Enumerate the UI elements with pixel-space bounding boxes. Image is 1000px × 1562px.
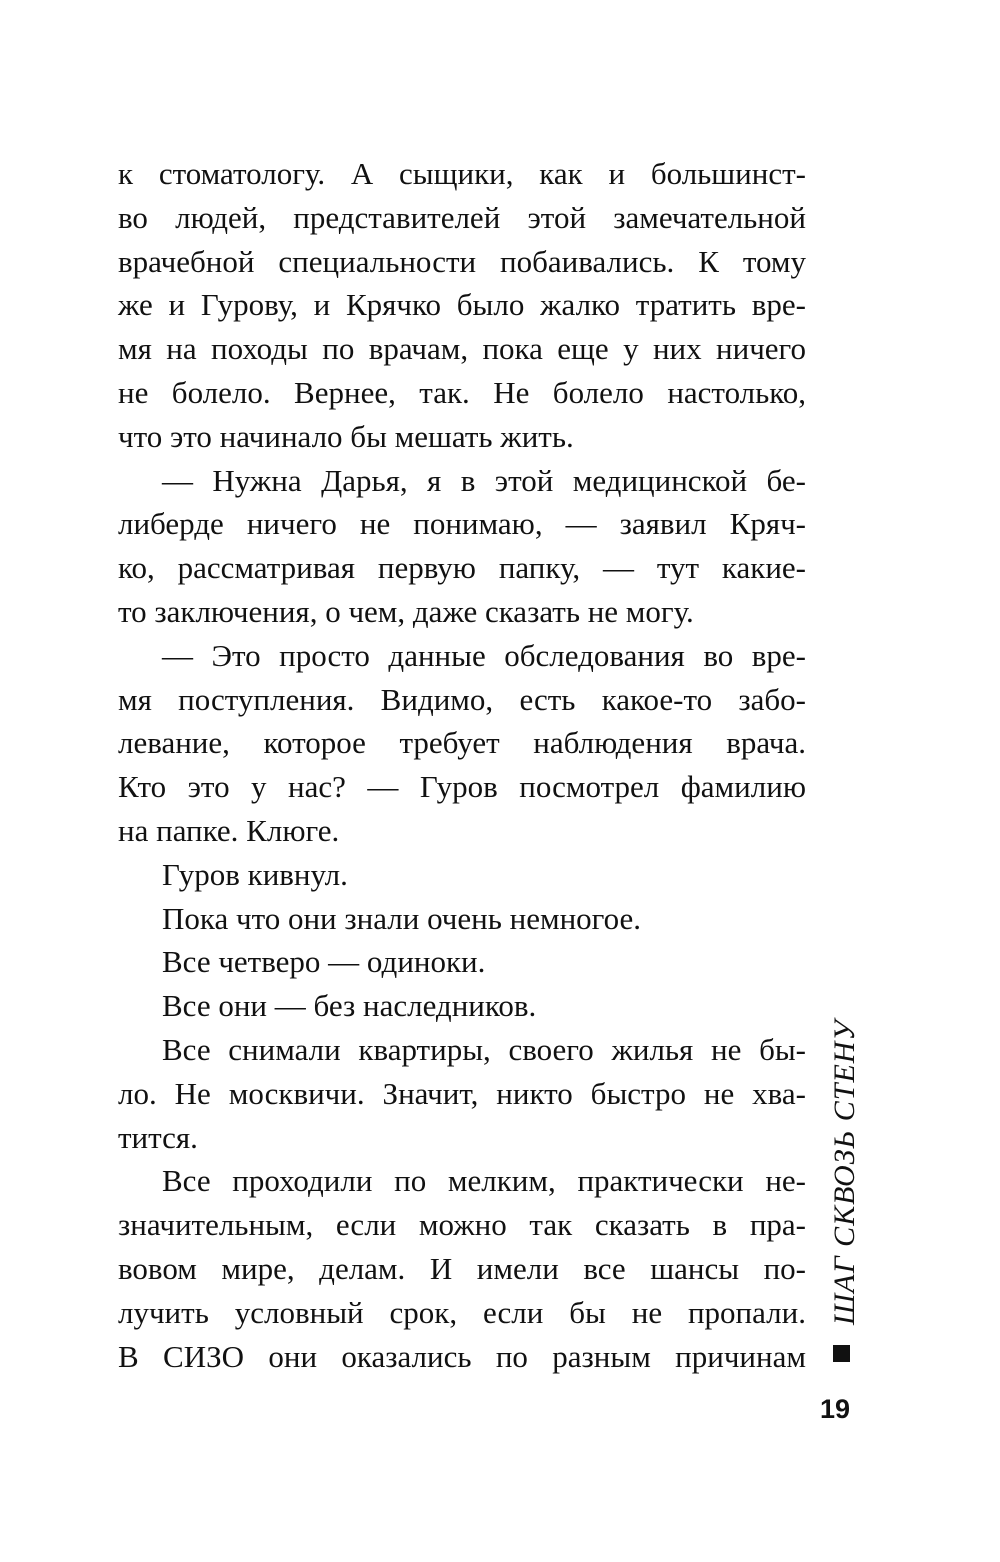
text-line: же и Гурову, и Крячко было жалко тратить вре- (118, 287, 806, 323)
text-line: Пока что они знали очень немногое. (162, 900, 641, 936)
text-line: либерде ничего не понимаю, — заявил Кряч- (118, 506, 806, 542)
running-title: ШАГ СКВОЗЬ СТЕНУ (828, 1019, 861, 1325)
text-line: значительным, если можно так сказать в пра- (118, 1207, 806, 1243)
text-line: не болело. Вернее, так. Не болело настолько, (118, 374, 806, 410)
text-line: Кто это у нас? — Гуров посмотрел фамилию (118, 769, 806, 805)
text-line: Все четверо — одиноки. (162, 944, 486, 980)
text-line: врачебной специальности побаивались. К тому (118, 243, 806, 279)
text-line: во людей, представителей этой замечательной (118, 199, 806, 235)
text-line: ло. Не москвичи. Значит, никто быстро не хва- (118, 1075, 806, 1111)
text-line: к стоматологу. А сыщики, как и большинст- (118, 156, 806, 191)
text-line: — Нужна Дарья, я в этой медицинской бе- (162, 462, 806, 498)
text-line: левание, которое требует наблюдения врача. (118, 725, 806, 761)
text-line: что это начинало бы мешать жить. (118, 418, 574, 454)
text-line: на папке. Клюге. (118, 812, 340, 848)
text-line: мя на походы по врачам, пока еще у них ничего (118, 331, 806, 367)
text-line: ко, рассматривая первую папку, — тут какие- (118, 550, 806, 586)
running-title-square-icon (833, 1345, 850, 1362)
text-line: лучить условный срок, если бы не пропали. (118, 1294, 806, 1330)
text-line: Все проходили по мелким, практически не- (162, 1163, 806, 1199)
text-line: вовом мире, делам. И имели все шансы по- (118, 1250, 806, 1286)
page-number: 19 (820, 1394, 851, 1424)
text-line: то заключения, о чем, даже сказать не могу. (118, 593, 694, 629)
text-line: тится. (118, 1119, 198, 1155)
text-line: — Это просто данные обследования во вре- (162, 637, 806, 673)
text-line: Все снимали квартиры, своего жилья не бы- (162, 1031, 806, 1067)
text-line: В СИЗО они оказались по разным причинам (118, 1338, 806, 1374)
text-line: Гуров кивнул. (162, 856, 348, 892)
text-line: мя поступления. Видимо, есть какое-то забо- (118, 681, 806, 717)
text-line: Все они — без наследников. (162, 988, 537, 1024)
body-text (118, 152, 806, 1378)
